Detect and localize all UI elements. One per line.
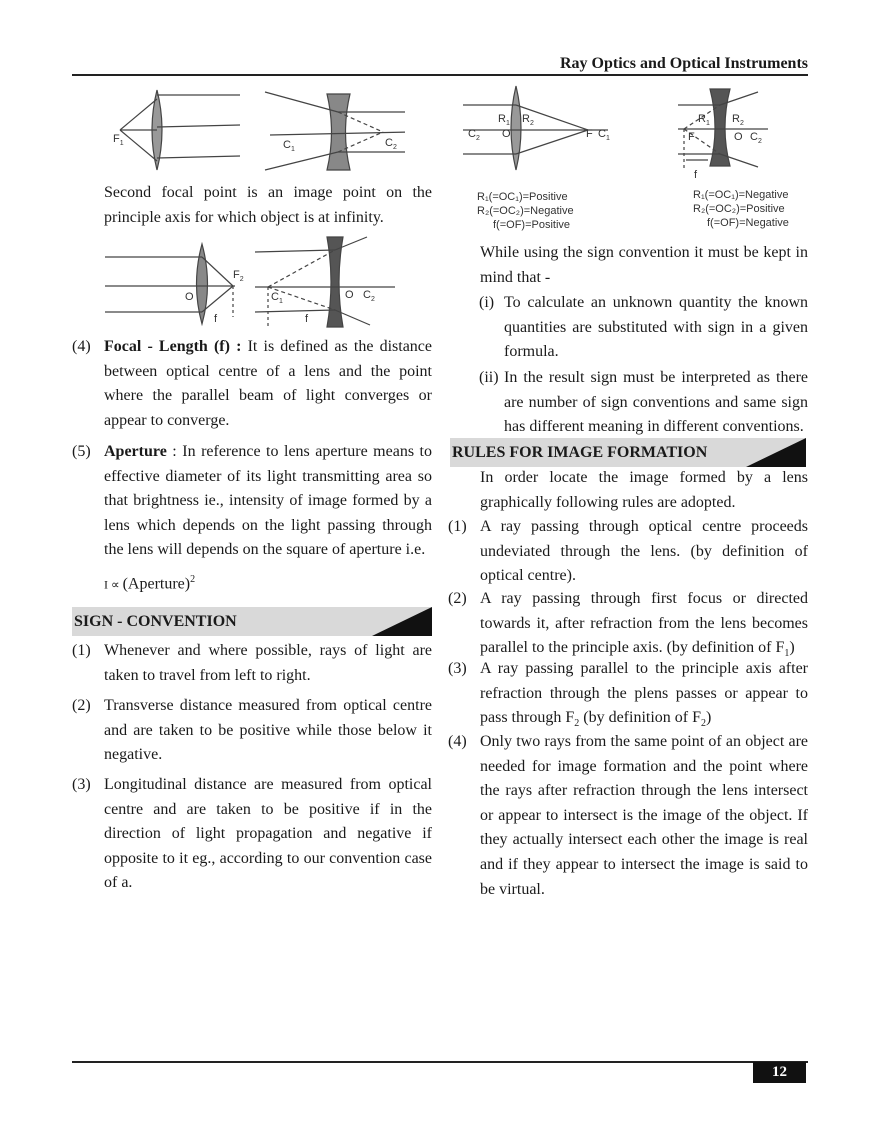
rules-heading: [450, 438, 806, 467]
page-number: 12: [753, 1062, 806, 1083]
heading-triangle: [746, 438, 806, 467]
formula-lhs: I ∝: [104, 577, 123, 592]
heading-text: RULES FOR IMAGE FORMATION: [452, 444, 708, 461]
label-focal-length-2: f: [305, 313, 309, 325]
item-aperture: [72, 440, 432, 563]
subscript: 2: [574, 718, 580, 730]
caption-line: R₁(=OC₁)=Positive: [477, 191, 568, 203]
item-number: (1): [72, 642, 91, 659]
rule-item: [448, 515, 808, 589]
label-c1: $C_1$: [283, 139, 295, 153]
caption-line: f(=OF)=Negative: [707, 217, 789, 229]
item-number: (2): [72, 697, 91, 714]
item-number: (4): [72, 338, 91, 355]
note-item: [479, 366, 808, 440]
formula-exponent: 2: [190, 574, 196, 585]
subscript: 1: [784, 648, 790, 660]
subscript: 2: [701, 718, 706, 730]
item-number: (2): [448, 590, 467, 607]
running-header: Ray Optics and Optical Instruments: [559, 55, 808, 72]
header-rule: [72, 74, 808, 76]
label-c2b: $C_2$: [750, 131, 762, 145]
item-number: (1): [448, 518, 467, 535]
focal-point-diagrams-1: [105, 82, 405, 177]
label-o2: O: [345, 289, 354, 301]
label-r1b: $R_1$: [698, 113, 710, 127]
label-r1: $R_1$: [498, 113, 510, 127]
item-number: (ii): [479, 369, 499, 386]
label-fb: F: [688, 131, 695, 143]
item-text-tail: ): [706, 709, 712, 727]
item-focal-length: [72, 335, 433, 433]
definition: It is defined as the distance between optical centre of a lens and the point where the parallel beam of light converges or appear to converge.: [104, 338, 433, 429]
definition: : In reference to lens aperture means to effective diameter of its light transmitting area so that brightness ie., intensity of image formed by a lens which depends on the light passing through the lens will depends on the square of aperture i.e.: [104, 443, 432, 559]
rule-item: [448, 587, 808, 667]
item-number: (4): [448, 733, 467, 750]
rules-intro: In order locate the image formed by a lens graphically following rules are adopted.: [480, 469, 808, 511]
caption-line: R₂(=OC₂)=Negative: [477, 205, 574, 217]
footer-rule: [72, 1061, 808, 1063]
caption-line: R₂(=OC₂)=Positive: [693, 203, 785, 215]
item-text: To calculate an unknown quantity the known quantities are substituted with sign in a given formula.: [504, 294, 808, 361]
sign-convention-diagrams: [458, 84, 808, 184]
label-f: F: [586, 128, 593, 140]
label-c1b: $C_1$: [271, 291, 283, 305]
item-text: Only two rays from the same point of an object are needed for image formation and the point where the rays after refraction through the lens intersect or appear to intersect is the image of the object. If they actually intersect each other the image is real and if they appear to intersect the image is said to be virtual.: [480, 733, 808, 898]
item-text: A ray passing through optical centre proceeds undeviated through the lens. (by definition of optical centre).: [480, 518, 808, 585]
item-text: In the result sign must be interpreted as there are number of sign conventions and same sign has different meaning in different conventions.: [504, 369, 808, 436]
rule-item: [448, 730, 808, 902]
label-f1: $F_1$: [113, 133, 124, 147]
term: Aperture: [104, 443, 167, 460]
caption-line: R₁(=OC₁)=Negative: [693, 189, 789, 201]
label-o: O: [502, 128, 511, 140]
label-f2: $F_2$: [233, 269, 244, 283]
item-text-mid: (by definition of F: [579, 709, 701, 727]
item-text-tail: ): [789, 639, 795, 657]
item-number: (5): [72, 443, 91, 460]
item-text: Longitudinal distance are measured from optical centre and are taken to be positive if in the direction of light propagation and negative if opposite to it eg., according to our convention case of a.: [104, 776, 432, 892]
sign-convention-heading: [72, 607, 432, 636]
note-item: [479, 291, 808, 365]
label-o: O: [185, 291, 194, 303]
label-c2: $C_2$: [385, 137, 397, 151]
heading-text: SIGN - CONVENTION: [74, 613, 237, 630]
item-text: A ray passing through first focus or directed towards it, after refraction from the lens becomes parallel to the principle axis. (by definition of F: [480, 590, 808, 657]
item-text: Whenever and where possible, rays of light are taken to travel from left to right.: [104, 642, 432, 684]
sign-item: [72, 694, 432, 768]
second-focal-point-text: Second focal point is an image point on the principle axis for which object is at infinity.: [104, 184, 432, 226]
formula-rhs: (Aperture): [122, 575, 191, 593]
focal-length-diagrams: [105, 232, 395, 332]
label-ob: O: [734, 131, 743, 143]
item-text: A ray passing parallel to the principle axis after refraction through the plens passes or appear to pass through F: [480, 660, 808, 727]
item-number: (3): [72, 776, 91, 793]
label-focal-length: f: [694, 169, 698, 181]
sign-item: [72, 639, 432, 688]
term: Focal - Length (f) :: [104, 338, 242, 355]
label-r2: $R_2$: [522, 113, 534, 127]
label-r2b: $R_2$: [732, 113, 744, 127]
concave-caption: [693, 188, 789, 230]
item-number: (3): [448, 660, 467, 677]
aperture-formula: [104, 568, 195, 597]
item-number: (i): [479, 294, 495, 311]
caption-line: f(=OF)=Positive: [493, 219, 571, 231]
convex-caption: [477, 190, 574, 232]
label-c1: $C_1$: [598, 128, 610, 142]
sign-item: [72, 773, 432, 896]
sign-usage-intro: While using the sign convention it must be kept in mind that -: [480, 244, 808, 286]
label-c2: $C_2$: [468, 128, 480, 142]
label-focal-length: f: [214, 313, 218, 325]
rule-item: [448, 657, 808, 737]
label-c2b: $C_2$: [363, 289, 375, 303]
heading-triangle: [372, 607, 432, 636]
item-text: Transverse distance measured from optical centre and are taken to be positive while those below it negative.: [104, 697, 432, 764]
